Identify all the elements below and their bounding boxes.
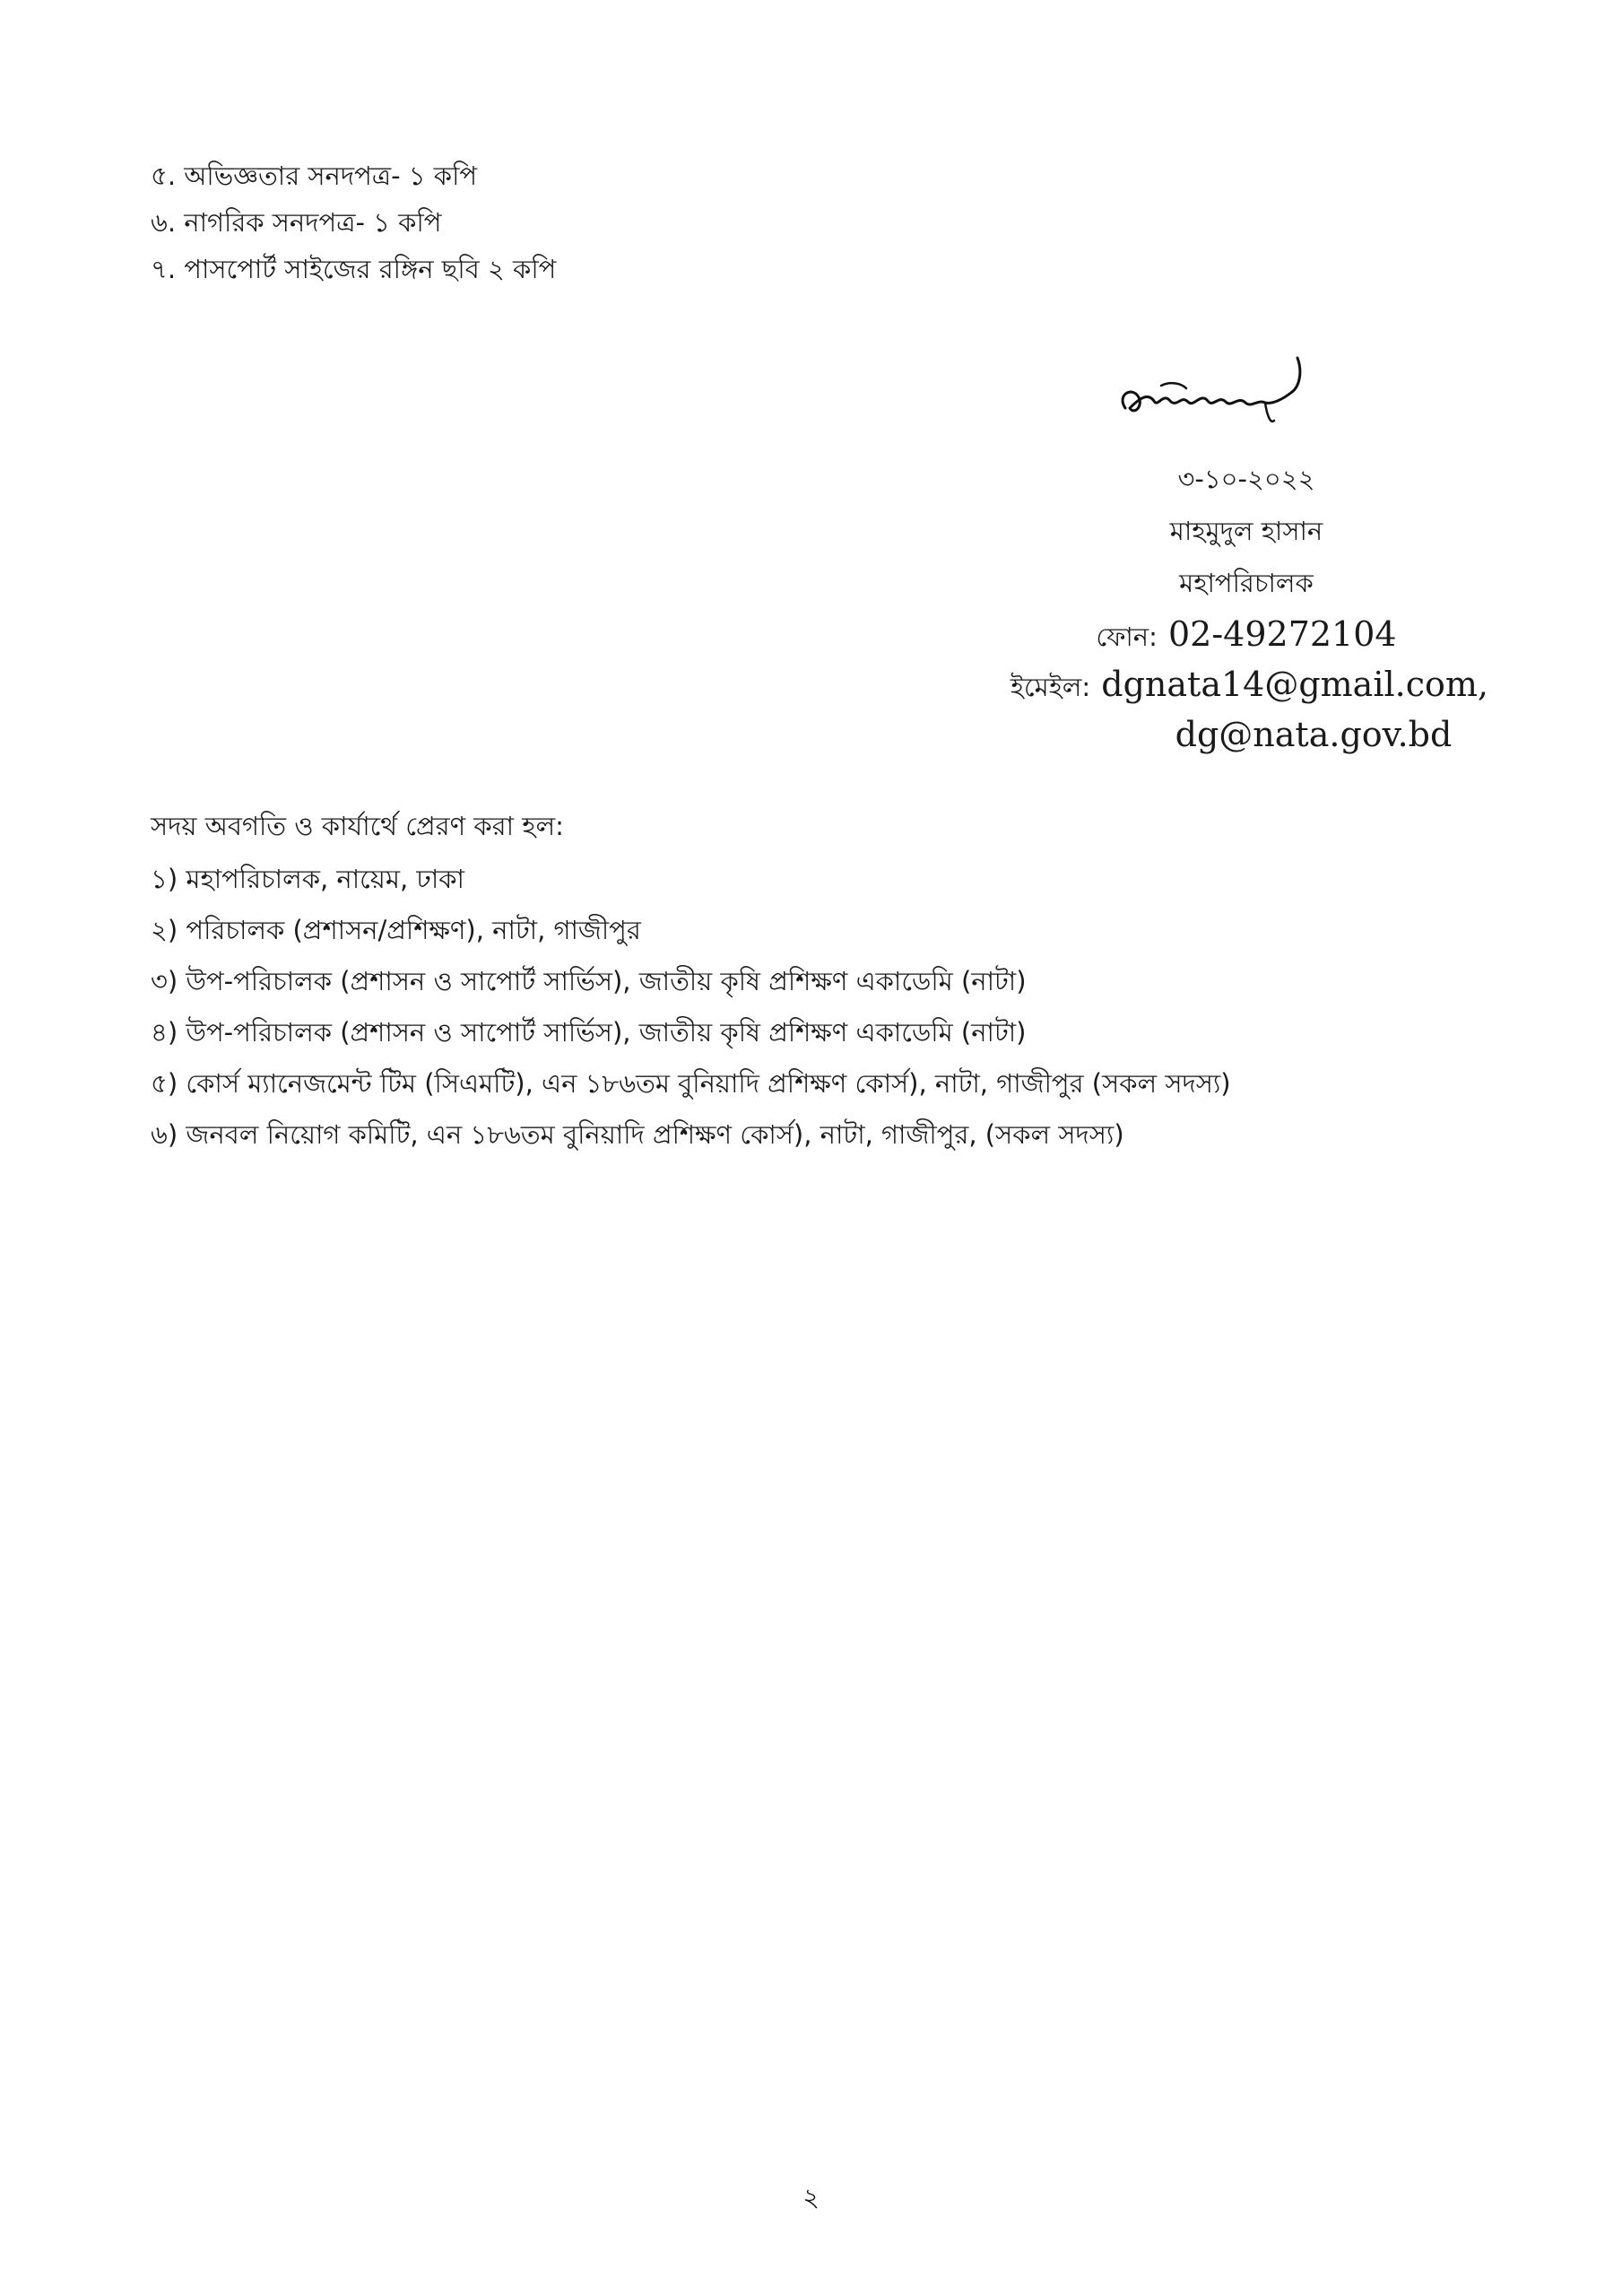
distribution-item: ৬) জনবল নিয়োগ কমিটি, এন ১৮৬তম বুনিয়াদি প্রশিক্ষণ কোর্স), নাটা, গাজীপুর, (সকল সদস্য) xyxy=(151,1119,1124,1150)
distribution-list xyxy=(151,854,1231,1161)
distribution-item: ১) মহাপরিচালক, নায়েম, ঢাকা xyxy=(151,864,464,894)
signatory-name: মাহমুদুল হাসান xyxy=(1169,516,1323,546)
phone-number: 02-49272104 xyxy=(1167,614,1397,654)
signature-block xyxy=(932,453,1560,760)
distribution-item: ৩) উপ-পরিচালক (প্রশাসন ও সাপোর্ট সার্ভিস), জাতীয় কৃষি প্রশিক্ষণ একাডেমি (নাটা) xyxy=(151,966,1027,996)
email-line xyxy=(932,659,1560,709)
attachment-item: ৬. নাগরিক সনদপত্র- ১ কপি xyxy=(151,207,442,238)
distribution-item: ৫) কোর্স ম্যানেজমেন্ট টিম (সিএমটি), এন ১৮৬তম বুনিয়াদি প্রশিক্ষণ কোর্স), নাটা, গাজীপুর (সকল সদস্য) xyxy=(151,1068,1231,1099)
phone-label: ফোন: xyxy=(1096,622,1158,652)
distribution-item: ২) পরিচালক (প্রশাসন/প্রশিক্ষণ), নাটা, গাজীপুর xyxy=(151,915,641,945)
email-address-primary: dgnata14@gmail.com, xyxy=(1101,665,1488,704)
page-number: ২ xyxy=(802,2182,820,2213)
phone-line xyxy=(932,609,1560,659)
handwritten-signature xyxy=(1107,345,1323,435)
email-address-secondary: dg@nata.gov.bd xyxy=(1175,715,1453,754)
attachment-item: ৭. পাসপোর্ট সাইজের রঙ্গিন ছবি ২ কপি xyxy=(151,254,557,284)
signatory-designation: মহাপরিচালক xyxy=(1179,568,1314,598)
signature-date: ৩-১০-২০২২ xyxy=(1177,464,1315,494)
attachment-item: ৫. অভিজ্ঞতার সনদপত্র- ১ কপি xyxy=(151,161,478,191)
distribution-item: ৪) উপ-পরিচালক (প্রশাসন ও সাপোর্ট সার্ভিস), জাতীয় কৃষি প্রশিক্ষণ একাডেমি (নাটা) xyxy=(151,1017,1027,1048)
distribution-title: সদয় অবগতি ও কার্যার্থে প্রেরণ করা হল: xyxy=(151,811,564,841)
email-label: ইমেইল: xyxy=(1010,672,1091,702)
attachment-list xyxy=(151,152,556,292)
